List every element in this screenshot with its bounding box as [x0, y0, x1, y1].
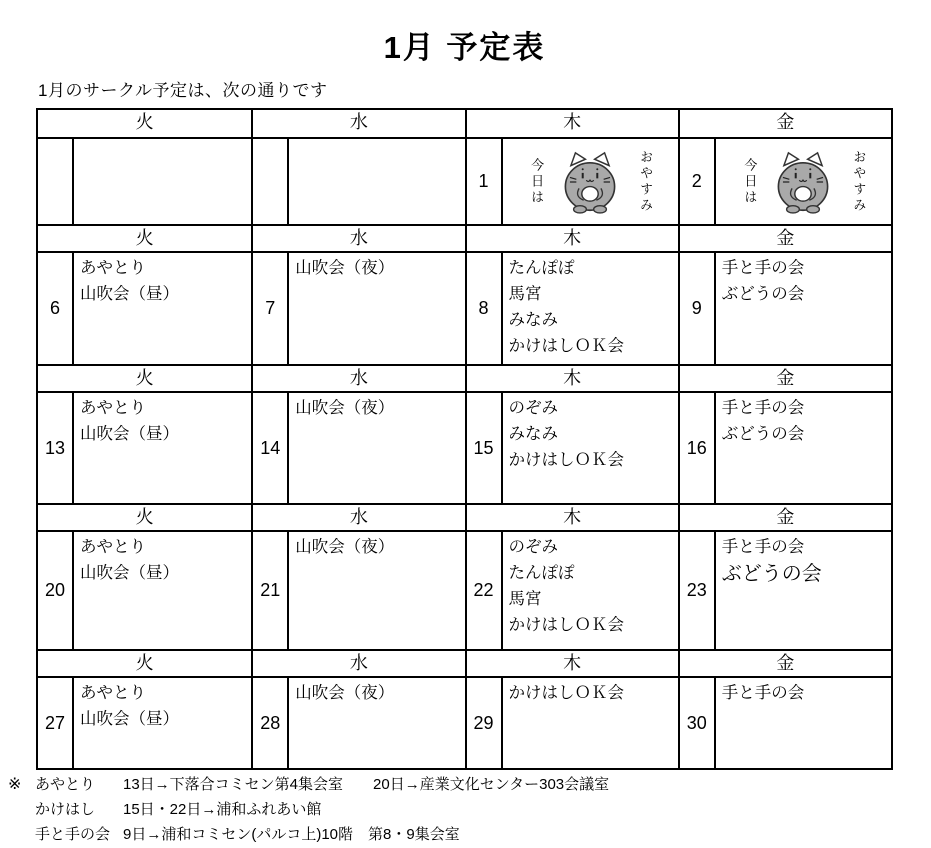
page-title: 1月 予定表 — [383, 30, 546, 65]
weekday-header-thu: 木 — [465, 651, 678, 676]
day-number: 1 — [467, 139, 503, 224]
holiday-text-right: おやすみ — [850, 149, 866, 214]
holiday-text-right: おやすみ — [637, 149, 653, 214]
activity: 山吹会（夜） — [295, 399, 395, 417]
sleeping-cat-icon — [549, 150, 631, 214]
day-number: 15 — [467, 393, 503, 503]
day-cell — [38, 139, 251, 224]
day-number: 9 — [680, 253, 716, 364]
day-number: 28 — [253, 678, 289, 768]
day-number: 20 — [38, 532, 74, 649]
footnote-line — [8, 822, 923, 847]
activity: かけはしＯＫ会 — [508, 684, 624, 702]
holiday-content — [503, 139, 678, 224]
day-number: 14 — [253, 393, 289, 503]
footnote-line — [8, 772, 923, 797]
day-activities — [289, 253, 464, 364]
day-number — [253, 139, 289, 224]
day-activities — [74, 678, 251, 768]
activity: 手と手の会 — [721, 684, 805, 702]
activity: みなみ — [508, 425, 558, 443]
day-number: 22 — [467, 532, 503, 649]
weekday-header-row — [38, 649, 891, 676]
activity: あやとり — [80, 684, 146, 702]
weekday-header-row — [38, 364, 891, 391]
day-activities — [74, 139, 251, 224]
day-activities — [74, 253, 251, 364]
activity: たんぽぽ — [508, 564, 575, 582]
activity: 山吹会（昼） — [80, 285, 179, 303]
weekday-header-row — [38, 503, 891, 530]
day-number: 27 — [38, 678, 74, 768]
activity: 手と手の会 — [721, 399, 805, 417]
day-activities — [716, 678, 891, 768]
week-row — [38, 391, 891, 503]
footnote-marker-spacer — [8, 822, 35, 847]
day-cell — [465, 678, 678, 768]
day-cell — [465, 532, 678, 649]
activity: 馬宮 — [508, 285, 542, 303]
weekday-header-thu: 木 — [465, 366, 678, 391]
weekday-header-tue: 火 — [135, 368, 154, 388]
activity: 山吹会（昼） — [80, 425, 179, 443]
footnote-line — [8, 797, 923, 822]
activity: ぶどうの会 — [721, 563, 822, 585]
day-number: 2 — [680, 139, 716, 224]
weekday-header-tue: 火 — [135, 653, 154, 673]
footnote-circle-name: 手と手の会 — [35, 826, 111, 843]
holiday-content — [716, 139, 891, 224]
day-number: 29 — [467, 678, 503, 768]
day-activities — [503, 678, 678, 768]
day-activities — [74, 393, 251, 503]
weekday-header-tue: 火 — [135, 112, 154, 132]
weekday-header-wed: 水 — [251, 505, 464, 530]
weekday-header-thu: 木 — [465, 226, 678, 251]
footnotes — [8, 772, 923, 847]
day-cell — [251, 393, 464, 503]
day-cell — [465, 393, 678, 503]
week-row — [38, 676, 891, 768]
day-number: 8 — [467, 253, 503, 364]
weekday-header-wed: 水 — [251, 226, 464, 251]
weekday-header-fri: 金 — [678, 651, 891, 676]
day-number: 7 — [253, 253, 289, 364]
day-activities — [289, 393, 464, 503]
holiday-text-left: 今日は — [528, 157, 544, 206]
week-row — [38, 530, 891, 649]
activity: たんぽぽ — [508, 259, 575, 277]
activity: 山吹会（夜） — [295, 684, 395, 702]
day-activities — [503, 393, 678, 503]
day-cell — [251, 253, 464, 364]
day-cell — [678, 139, 891, 224]
weekday-header-wed: 水 — [251, 651, 464, 676]
weekday-header-tue: 火 — [135, 507, 154, 527]
activity: かけはしＯＫ会 — [508, 451, 624, 469]
day-number: 16 — [680, 393, 716, 503]
weekday-header-fri: 金 — [678, 226, 891, 251]
day-cell — [678, 532, 891, 649]
activity: あやとり — [80, 259, 146, 277]
holiday-text-left: 今日は — [741, 157, 757, 206]
activity: 馬宮 — [508, 590, 542, 608]
weekday-header-fri: 金 — [678, 110, 891, 137]
activity: かけはしＯＫ会 — [508, 337, 624, 355]
activity: かけはしＯＫ会 — [508, 616, 624, 634]
day-cell — [38, 253, 251, 364]
activity: ぶどうの会 — [721, 425, 805, 443]
day-activities — [716, 253, 891, 364]
day-activities — [503, 253, 678, 364]
day-number: 30 — [680, 678, 716, 768]
footnote-marker-spacer — [8, 797, 35, 822]
activity: ぶどうの会 — [721, 285, 805, 303]
day-cell — [251, 139, 464, 224]
day-cell — [678, 393, 891, 503]
footnote-marker: ※ — [8, 776, 22, 793]
activity: 山吹会（昼） — [80, 710, 179, 728]
week-row — [38, 137, 891, 224]
footnote-detail: 13日→下落合コミセン第4集会室 20日→産業文化センター303会議室 — [123, 776, 610, 793]
weekday-header-fri: 金 — [678, 505, 891, 530]
activity: 手と手の会 — [721, 538, 805, 556]
activity: のぞみ — [508, 538, 558, 556]
day-cell — [465, 253, 678, 364]
day-cell — [678, 253, 891, 364]
weekday-header-row — [38, 110, 891, 137]
activity: 山吹会（昼） — [80, 564, 179, 582]
day-cell — [38, 532, 251, 649]
day-cell — [251, 678, 464, 768]
activity: 山吹会（夜） — [295, 259, 395, 277]
day-number: 6 — [38, 253, 74, 364]
page-subtitle: 1月のサークル予定は、次の通りです — [38, 81, 328, 100]
activity: みなみ — [508, 311, 558, 329]
sleeping-cat-icon — [762, 150, 844, 214]
day-activities — [74, 532, 251, 649]
footnote-detail: 15日・22日→浦和ふれあい館 — [123, 801, 322, 818]
activity: 山吹会（夜） — [295, 538, 395, 556]
day-activities — [289, 678, 464, 768]
day-number: 23 — [680, 532, 716, 649]
weekday-header-wed: 水 — [251, 366, 464, 391]
footnote-circle-name: あやとり — [35, 776, 96, 793]
weekday-header-fri: 金 — [678, 366, 891, 391]
weekday-header-thu: 木 — [465, 110, 678, 137]
weekday-header-thu: 木 — [465, 505, 678, 530]
day-number: 21 — [253, 532, 289, 649]
week-row — [38, 251, 891, 364]
footnote-circle-name: かけはし — [35, 801, 96, 818]
day-cell — [465, 139, 678, 224]
activity: のぞみ — [508, 399, 558, 417]
day-activities — [503, 532, 678, 649]
day-number: 13 — [38, 393, 74, 503]
day-cell — [678, 678, 891, 768]
weekday-header-wed: 水 — [251, 110, 464, 137]
weekday-header-row — [38, 224, 891, 251]
day-activities — [289, 532, 464, 649]
activity: あやとり — [80, 538, 146, 556]
day-activities — [716, 393, 891, 503]
day-cell — [38, 393, 251, 503]
schedule-table — [36, 108, 893, 770]
day-cell — [251, 532, 464, 649]
activity: あやとり — [80, 399, 146, 417]
day-number — [38, 139, 74, 224]
footnote-detail: 9日→浦和コミセン(パルコ上)10階 第8・9集会室 — [123, 826, 460, 843]
weekday-header-tue: 火 — [135, 228, 154, 248]
day-activities — [289, 139, 464, 224]
activity: 手と手の会 — [721, 259, 805, 277]
day-activities — [716, 532, 891, 649]
day-cell — [38, 678, 251, 768]
